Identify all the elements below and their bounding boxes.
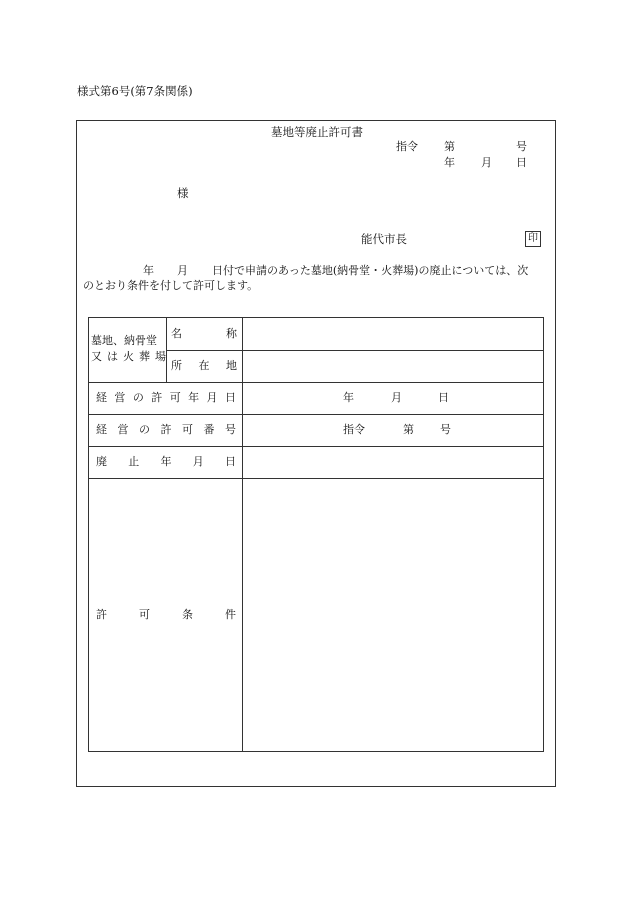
permit-date-label-char: 日 [224, 391, 236, 404]
location-label-char: 所 [171, 359, 182, 372]
body-text-line1: 日付で申請のあった墓地(納骨堂・火葬場)の廃止については、次 [212, 264, 529, 277]
facility-header-line1: 墓地、納骨堂 [91, 334, 157, 347]
row-divider [89, 446, 544, 447]
reference-dai: 第 [444, 140, 455, 153]
abolition-date-label-char: 年 [160, 455, 172, 468]
permit-number-go: 号 [440, 423, 451, 436]
permit-number-label-char: の [139, 423, 150, 436]
abolition-date-label-char: 止 [128, 455, 140, 468]
facility-name-field[interactable] [244, 320, 542, 349]
abolition-date-label-char: 月 [192, 455, 204, 468]
permit-date-month: 月 [391, 391, 402, 404]
abolition-date-label [96, 456, 236, 467]
permit-date-label-char: 可 [169, 391, 181, 404]
permit-date-label-char: 許 [151, 391, 163, 404]
facility-header-line2: 又は火葬場 [91, 350, 171, 363]
location-label-char: 在 [198, 359, 210, 372]
name-label-char: 称 [226, 327, 237, 340]
column-divider [242, 318, 243, 751]
permit-date-label-char: 営 [114, 391, 126, 404]
conditions-label-char: 件 [225, 608, 236, 621]
row-divider [89, 382, 544, 383]
facility-location-field[interactable] [244, 352, 542, 381]
permit-table [88, 317, 544, 752]
conditions-label-char: 許 [96, 608, 107, 621]
row-divider [89, 478, 544, 479]
permit-date-label-char: 経 [96, 391, 107, 404]
issuer-name: 能代市長 [361, 232, 407, 246]
permit-number-label [96, 424, 236, 435]
conditions-label-char: 条 [182, 608, 193, 621]
permit-date-label [96, 392, 236, 403]
abolition-date-label-char: 日 [225, 455, 236, 468]
permit-date-label-char: 年 [188, 391, 200, 404]
form-number-label: 様式第6号(第7条関係) [77, 84, 193, 98]
row-divider [89, 414, 544, 415]
permit-date-label-char: の [132, 391, 144, 404]
permit-number-label-char: 番 [203, 423, 215, 436]
location-label-char: 地 [226, 359, 237, 372]
permit-date-label-char: 月 [206, 391, 218, 404]
permit-number-shirei: 指令 [343, 423, 365, 436]
conditions-label [96, 609, 236, 620]
body-month: 月 [177, 264, 188, 277]
permit-number-label-char: 号 [225, 423, 236, 436]
abolition-date-label-char: 廃 [96, 455, 107, 468]
body-year: 年 [143, 264, 154, 277]
reference-go: 号 [516, 140, 527, 153]
abolition-date-field[interactable] [244, 448, 542, 477]
issue-date-month: 月 [481, 156, 492, 169]
conditions-field[interactable] [244, 480, 542, 750]
issue-date-day: 日 [516, 156, 527, 169]
permit-number-label-char: 経 [96, 423, 107, 436]
issue-date-year: 年 [444, 156, 455, 169]
permit-number-label-char: 可 [182, 423, 193, 436]
row-divider [166, 350, 544, 351]
permit-number-label-char: 許 [160, 423, 172, 436]
location-label [171, 360, 237, 371]
seal-mark: 印 [525, 231, 541, 247]
addressee-honorific: 様 [177, 186, 189, 200]
permit-number-label-char: 営 [117, 423, 129, 436]
reference-shirei: 指令 [396, 140, 418, 153]
body-text-line2: のとおり条件を付して許可します。 [83, 279, 259, 292]
name-label-char: 名 [171, 327, 182, 340]
permit-number-dai: 第 [403, 423, 414, 436]
name-label [171, 328, 237, 339]
document-title: 墓地等廃止許可書 [271, 125, 363, 139]
conditions-label-char: 可 [139, 608, 150, 621]
permit-date-day: 日 [438, 391, 449, 404]
permit-date-year: 年 [343, 391, 354, 404]
